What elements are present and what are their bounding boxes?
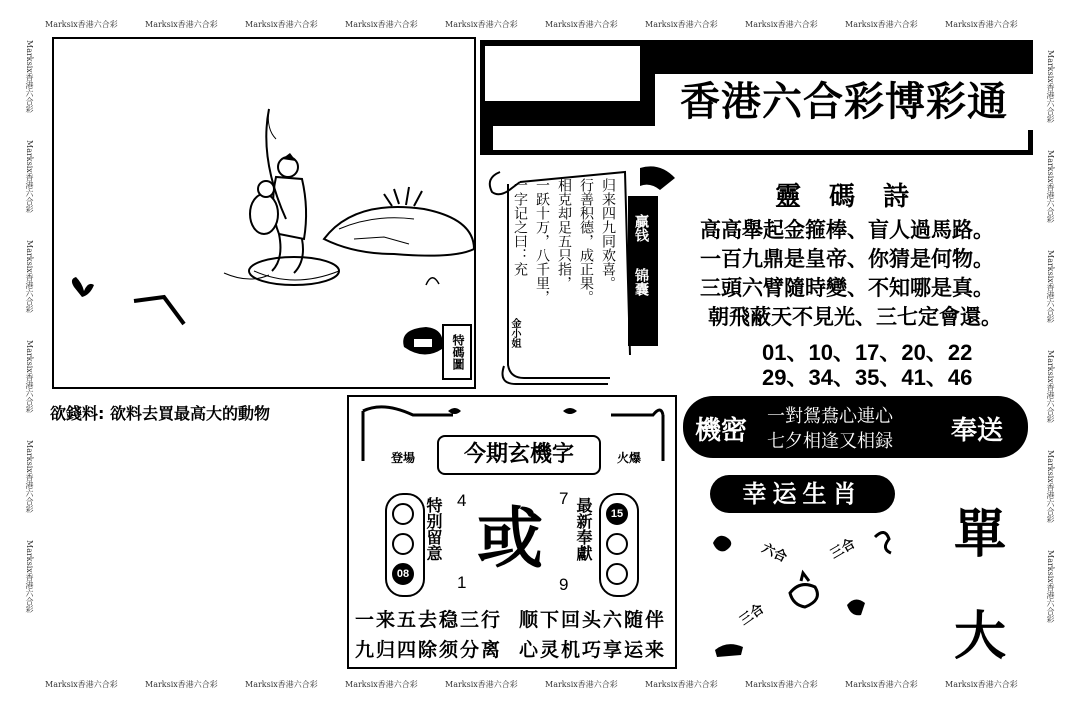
- header-title: 香港六合彩博彩通: [655, 72, 1033, 130]
- circle-empty: [606, 533, 628, 555]
- watermark: Marksix香港六合彩: [25, 540, 34, 613]
- zodiac-label: 六合: [759, 541, 790, 566]
- scroll-side-label-bottom: 锦囊: [633, 268, 649, 296]
- mystery-panel: [347, 395, 677, 669]
- watermark: Marksix香港六合彩: [25, 40, 34, 113]
- poem-line: 朝飛蔽天不見光、三七定會還。: [708, 305, 1002, 329]
- circle-empty: [392, 503, 414, 525]
- watermark: Marksix香港六合彩: [245, 20, 318, 29]
- watermark: Marksix香港六合彩: [345, 680, 418, 689]
- scroll-column: 一字记之曰：充: [512, 178, 528, 276]
- poem-line: 三頭六臂隨時變、不知哪是真。: [700, 276, 994, 300]
- watermark: Marksix香港六合彩: [645, 680, 718, 689]
- watermark: Marksix香港六合彩: [345, 20, 418, 29]
- mystery-line2-left: 九归四除须分离: [355, 639, 503, 661]
- watermark: Marksix香港六合彩: [25, 140, 34, 213]
- watermark: Marksix香港六合彩: [445, 680, 518, 689]
- mystery-title: 今期玄機字: [437, 435, 601, 475]
- poem-numbers-row2: 29、34、35、41、46: [762, 365, 973, 390]
- mystery-line2-right: 心灵机巧享运来: [519, 639, 667, 661]
- poem-line: 一百九鼎是皇帝、你猜是何物。: [700, 247, 994, 271]
- riddle-row: [50, 401, 270, 424]
- secret-banner: [683, 396, 1028, 458]
- watermark: Marksix香港六合彩: [545, 20, 618, 29]
- special-code-tag: 特碼圖: [442, 324, 472, 380]
- watermark: Marksix香港六合彩: [25, 440, 34, 513]
- header-blank-box: [485, 46, 640, 101]
- mystery-character: 或: [477, 500, 543, 577]
- watermark: Marksix香港六合彩: [945, 20, 1018, 29]
- scroll-column: 一跃十万，八千里，: [534, 178, 550, 304]
- watermark: Marksix香港六合彩: [25, 340, 34, 413]
- circle-number: 15: [606, 503, 628, 525]
- watermark: Marksix香港六合彩: [745, 680, 818, 689]
- secret-left-label: 機密: [695, 416, 748, 446]
- scroll-column: 行善积德，成正果。: [578, 178, 594, 304]
- secret-line1: 一對鴛鴦心連心: [767, 406, 893, 427]
- mystery-line1-right: 顺下回头六随伴: [519, 609, 667, 631]
- poem-numbers-row1: 01、10、17、20、22: [762, 340, 973, 365]
- watermark: Marksix香港六合彩: [1046, 550, 1055, 623]
- lucky-zodiac-title: 幸运生肖: [710, 475, 895, 513]
- right-label: 最新奉獻: [574, 497, 593, 561]
- secret-right-label: 奉送: [951, 416, 1004, 446]
- zodiac-label: 三合: [827, 536, 859, 563]
- watermark: Marksix香港六合彩: [1046, 450, 1055, 523]
- mystery-right-tag: 火爆: [617, 451, 642, 465]
- watermark: Marksix香港六合彩: [945, 680, 1018, 689]
- secret-line2: 七夕相逢又相録: [767, 431, 893, 452]
- watermark: Marksix香港六合彩: [545, 680, 618, 689]
- circle-empty: [392, 533, 414, 555]
- mystery-left-tag: 登場: [391, 451, 416, 465]
- watermark: Marksix香港六合彩: [245, 680, 318, 689]
- watermark: Marksix香港六合彩: [745, 20, 818, 29]
- watermark: Marksix香港六合彩: [445, 20, 518, 29]
- digit: 1: [457, 573, 467, 592]
- digit: 7: [559, 489, 569, 508]
- poem-title: 靈碼詩: [775, 182, 938, 212]
- watermark: Marksix香港六合彩: [1046, 50, 1055, 123]
- watermark: Marksix香港六合彩: [25, 240, 34, 313]
- watermark: Marksix香港六合彩: [1046, 250, 1055, 323]
- zodiac-diagram: [705, 525, 945, 665]
- watermark: Marksix香港六合彩: [1046, 350, 1055, 423]
- watermark: Marksix香港六合彩: [845, 20, 918, 29]
- scroll-side-label-top: 贏钱: [633, 214, 649, 242]
- watermark: Marksix香港六合彩: [845, 680, 918, 689]
- scroll-author: 金小姐: [509, 318, 520, 348]
- fisherman-illustration: [54, 39, 474, 387]
- scroll-column: 归来四九同欢喜。: [600, 178, 616, 290]
- big-char-single: 單: [954, 505, 1007, 565]
- left-label: 特别留意: [424, 497, 443, 561]
- riddle-label: 欲錢料:: [50, 404, 105, 423]
- mystery-line1-left: 一来五去稳三行: [355, 609, 503, 631]
- watermark: Marksix香港六合彩: [45, 680, 118, 689]
- scroll-text: [509, 178, 619, 328]
- header-blank-bar: [493, 126, 1028, 150]
- watermark: Marksix香港六合彩: [1046, 150, 1055, 223]
- big-char-big: 大: [954, 607, 1007, 667]
- zodiac-label: 三合: [737, 601, 768, 629]
- illustration-panel: [52, 37, 476, 389]
- digit: 4: [457, 491, 467, 510]
- circle-number: 08: [392, 563, 414, 585]
- circle-empty: [606, 563, 628, 585]
- watermark: Marksix香港六合彩: [145, 680, 218, 689]
- watermark: Marksix香港六合彩: [645, 20, 718, 29]
- poem-line: 高高舉起金箍棒、盲人過馬路。: [700, 218, 994, 242]
- left-circle-column: [385, 493, 425, 597]
- riddle-text: 欲料去買最高大的動物: [109, 404, 270, 423]
- scroll-column: 相克却足五只指，: [556, 178, 572, 290]
- watermark: Marksix香港六合彩: [45, 20, 118, 29]
- right-circle-column: [599, 493, 639, 597]
- watermark: Marksix香港六合彩: [145, 20, 218, 29]
- digit: 9: [559, 575, 569, 594]
